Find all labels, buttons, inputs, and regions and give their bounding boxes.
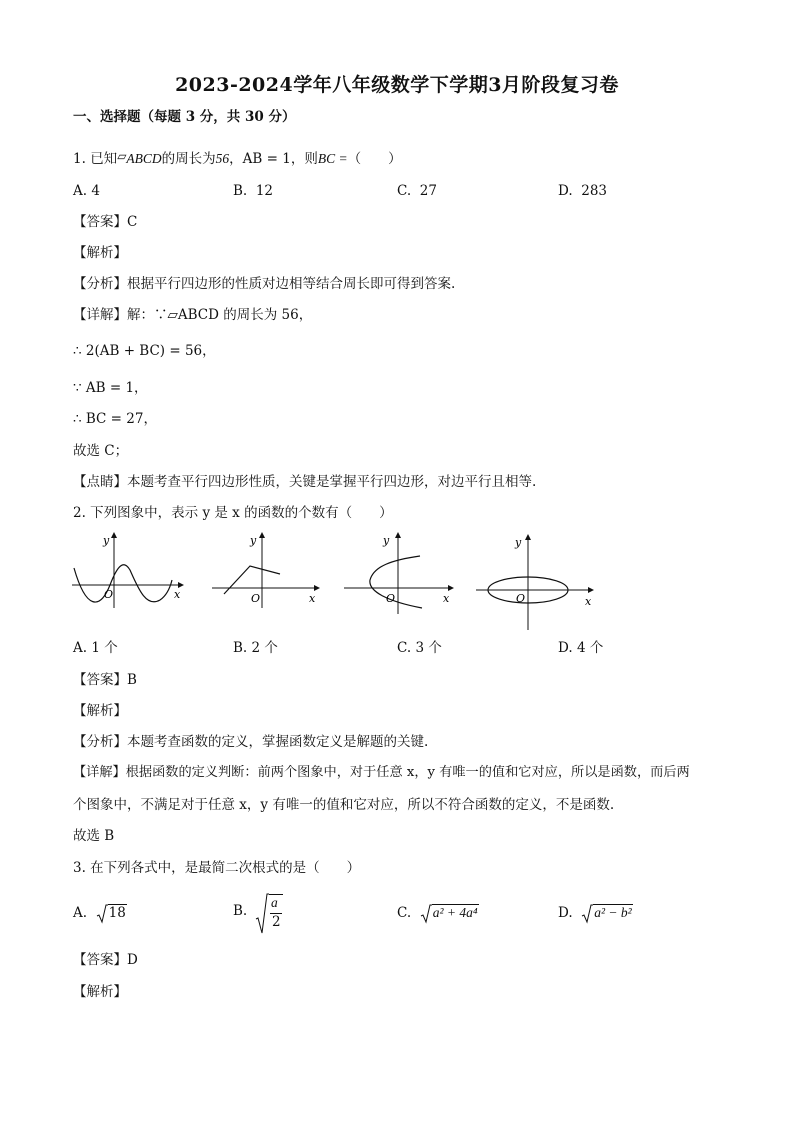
q1-dianjing: 【点睛】本题考查平行四边形性质，关键是掌握平行四边形，对边平行且相等. xyxy=(73,474,537,490)
q3-answer: 【答案】D xyxy=(73,952,138,968)
q2-stem: 2. 下列图象中，表示 y 是 x 的函数的个数有（ ） xyxy=(73,505,393,521)
graph2-y-label: y xyxy=(250,534,257,547)
graph-broken-line xyxy=(210,530,322,610)
q2-conclusion: 故选 B xyxy=(73,828,115,844)
q2-option-a: A. 1 个 xyxy=(73,640,118,656)
q1-answer: 【答案】C xyxy=(73,214,138,230)
graph-sine xyxy=(70,530,188,610)
q2-answer: 【答案】B xyxy=(73,672,137,688)
graph3-x-label: x xyxy=(443,592,450,605)
q1-stem-end: （ ） xyxy=(347,151,402,167)
sqrt-icon xyxy=(255,893,269,935)
q1-option-c: C. 27 xyxy=(397,183,437,199)
parallelogram-symbol: ▱ xyxy=(117,149,127,163)
q1-step3: ∴ BC = 27， xyxy=(73,411,157,427)
graph4-x-label: x xyxy=(585,595,592,608)
q3-option-a: A. 18 xyxy=(73,903,127,924)
q1-number: 1. xyxy=(73,151,86,167)
graph2-origin: O xyxy=(251,592,261,605)
q3-stem: 3. 在下列各式中，是最简二次根式的是（ ） xyxy=(73,860,361,876)
graph3-y-label: y xyxy=(383,534,390,547)
q1-stem-bc: BC = xyxy=(317,151,348,166)
q1-step1: ∴ 2(AB + BC) = 56， xyxy=(73,343,216,359)
q1-option-b: B. 12 xyxy=(233,183,273,199)
q1-step2: ∵ AB = 1， xyxy=(73,380,148,396)
page-title: 2023-2024学年八年级数学下学期3月阶段复习卷 xyxy=(175,74,619,96)
section-heading: 一、选择题（每题 3 分，共 30 分） xyxy=(73,109,296,125)
graph1-origin: O xyxy=(104,588,114,601)
q2-xiangjie-line2: 个图象中，不满足对于任意 x，y 有唯一的值和它对应，所以不符合函数的定义，不是函数. xyxy=(73,797,615,813)
q2-fenxi: 【分析】本题考查函数的定义，掌握函数定义是解题的关键. xyxy=(73,734,429,750)
q1-option-a: A. 4 xyxy=(73,183,100,199)
graph1-y-label: y xyxy=(103,534,110,547)
sqrt-icon xyxy=(96,904,108,924)
q2-option-d: D. 4 个 xyxy=(558,640,604,656)
q1-stem-mid: 的周长为 xyxy=(161,151,216,167)
graph-parabola xyxy=(342,530,456,616)
q1-step4: 故选 C； xyxy=(73,443,129,459)
q1-stem-ab: ，AB = 1，则 xyxy=(229,151,318,167)
q1-perimeter: 56 xyxy=(215,151,230,166)
q3-option-b: B. a 2 xyxy=(233,893,247,909)
q2-analysis-head: 【解析】 xyxy=(73,703,127,719)
q2-option-c: C. 3 个 xyxy=(397,640,442,656)
graph4-y-label: y xyxy=(515,536,522,549)
q2-option-b: B. 2 个 xyxy=(233,640,278,656)
q1-option-d: D. 283 xyxy=(558,183,608,199)
graph4-origin: O xyxy=(516,592,526,605)
q1-xiangjie: 【详解】解：∵▱ABCD 的周长为 56， xyxy=(73,307,313,323)
q1-stem-pre: 已知 xyxy=(90,151,118,167)
q3-option-d: D. a² − b² xyxy=(558,903,633,924)
q1-fenxi: 【分析】根据平行四边形的性质对边相等结合周长即可得到答案. xyxy=(73,276,456,292)
graph2-x-label: x xyxy=(309,592,316,605)
q1-abcd: ABCD xyxy=(126,151,162,166)
q3-analysis-head: 【解析】 xyxy=(73,984,127,1000)
graph-ellipse xyxy=(474,532,596,632)
q2-xiangjie-line1: 【详解】根据函数的定义判断：前两个图象中，对于任意 x，y 有唯一的值和它对应，所以是函数，而后两 xyxy=(73,765,690,780)
q3-option-c: C. a² + 4a⁴ xyxy=(397,903,479,924)
q1-stem xyxy=(73,146,402,169)
q1-analysis-head: 【解析】 xyxy=(73,245,127,261)
graph1-x-label: x xyxy=(174,588,181,601)
graph3-origin: O xyxy=(386,592,396,605)
sqrt-icon xyxy=(420,904,432,924)
sqrt-icon xyxy=(581,904,593,924)
